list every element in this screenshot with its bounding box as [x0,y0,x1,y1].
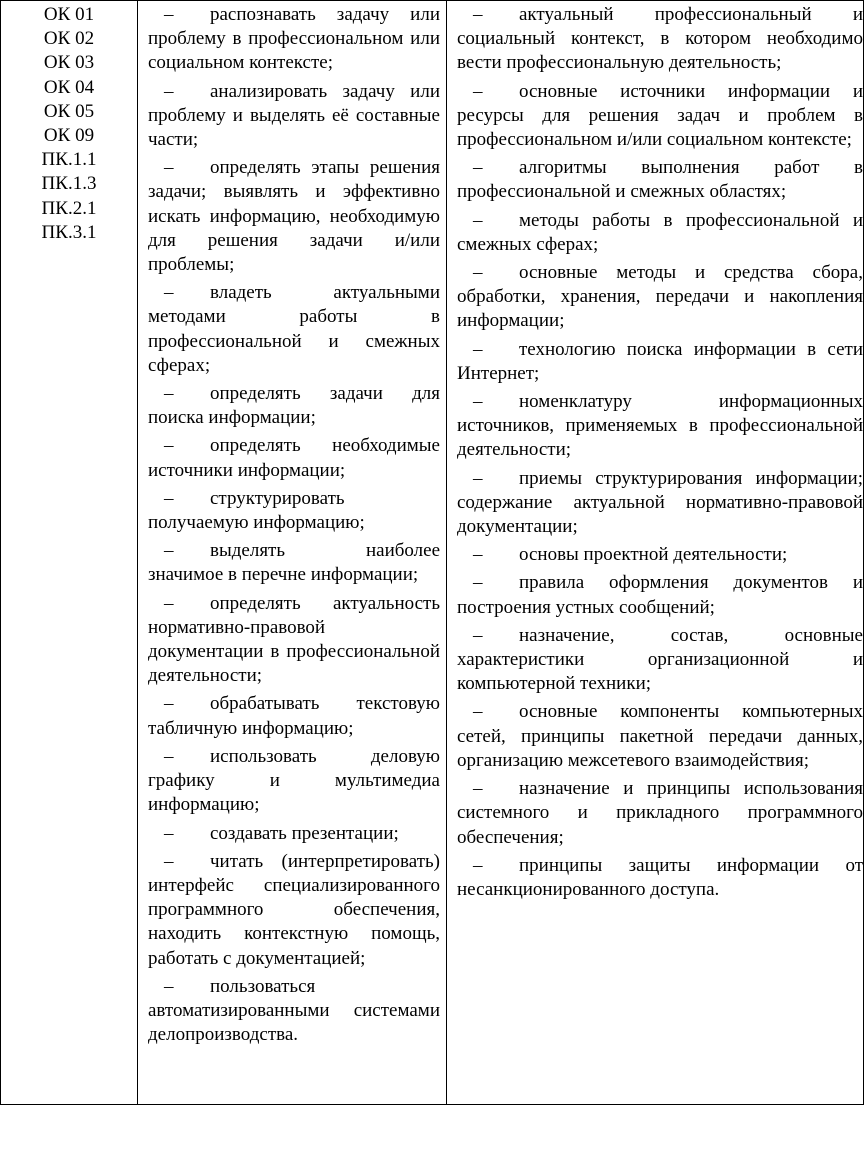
skill-item [148,3,440,76]
list-item-text: правила оформления документов и построения устных сообщений; [457,572,863,618]
list-item-text: определять задачи для поиска информации; [148,383,440,429]
knowledge-item [457,390,863,463]
dash-marker: – [164,157,174,179]
dash-marker: – [164,435,174,457]
list-item-text: алгоритмы выполнения работ в профессиональной и смежных областях; [457,157,863,203]
dash-marker: – [164,4,174,25]
competency-code: ОК 03 [43,52,95,74]
list-item-text: распознавать задачу или проблему в профессиональном или социальном контексте; [148,4,440,74]
dash-marker: – [164,487,174,509]
dash-marker: – [473,624,483,646]
knowledge-item [457,3,863,76]
competency-code: ОК 05 [43,100,95,122]
dash-marker: – [473,391,483,413]
list-item-text: номенклатуру информационных источников, применяемых в профессиональной деятельности; [457,391,863,461]
list-item-text: анализировать задачу или проблему и выделять её составные части; [148,80,440,151]
knowledge-item [457,624,863,697]
skill-item [148,692,440,740]
knowledge-item [457,338,863,386]
knowledge-item [457,543,863,567]
skill-item [148,156,440,277]
knowledge-list [447,1,863,902]
dash-marker: – [164,850,174,872]
dash-marker: – [473,467,483,489]
skills-list [138,1,446,1047]
list-item-text: основы проектной деятельности; [519,544,788,566]
dash-marker: – [164,822,174,844]
list-item-text: выделять наиболее значимое в перечне информации; [148,540,440,586]
knowledge-item [457,261,863,334]
competency-code: ПК.3.1 [41,221,97,243]
dash-marker: – [164,540,174,562]
list-item-text: методы работы в профессиональной и смежных сферах; [457,209,863,255]
dash-marker: – [164,693,174,715]
list-item-text: пользоваться автоматизированными системами делопроизводства. [148,975,440,1046]
list-item-text: принципы защиты информации от несанкционированного доступа. [457,854,863,900]
list-item-text: основные методы и средства сбора, обработки, хранения, передачи и накопления информации; [457,262,863,332]
dash-marker: – [473,778,483,800]
dash-marker: – [164,80,174,102]
list-item-text: приемы структурирования информации; содержание актуальной нормативно-правовой документации; [457,467,863,538]
knowledge-item [457,209,863,257]
competency-code: ОК 01 [43,4,95,25]
skill-item [148,745,440,818]
list-item-text: технологию поиска информации в сети Интернет; [457,338,863,384]
skill-item [148,822,440,846]
competency-code: ПК.2.1 [41,197,97,219]
skill-item [148,382,440,430]
skill-item [148,539,440,587]
dash-marker: – [473,338,483,360]
skills-cell [138,1,447,1105]
list-item-text: основные компоненты компьютерных сетей, принципы пакетной передачи данных, организацию межсетевого взаимодействия; [457,701,863,771]
competency-code: ОК 02 [43,28,95,50]
dash-marker: – [473,262,483,284]
dash-marker: – [164,282,174,304]
dash-marker: – [473,572,483,594]
knowledge-item [457,80,863,153]
knowledge-item [457,571,863,619]
dash-marker: – [473,157,483,179]
list-item-text: использовать деловую графику и мультимедиа информацию; [148,745,440,816]
dash-marker: – [473,4,483,25]
list-item-text: создавать презентации; [210,822,399,844]
table-row [1,1,864,1105]
list-item-text: определять актуальность нормативно-правовой документации в профессиональной деятельности; [148,592,440,687]
dash-marker: – [164,975,174,997]
list-item-text: актуальный профессиональный и социальный контекст, в котором необходимо вести профессиональную деятельность; [457,4,863,74]
dash-marker: – [164,745,174,767]
skill-item [148,487,440,535]
dash-marker: – [473,209,483,231]
knowledge-item [457,156,863,204]
list-item-text: назначение, состав, основные характеристики организационной и компьютерной техники; [457,624,863,695]
dash-marker: – [473,544,483,566]
dash-marker: – [473,854,483,876]
list-item-text: структурировать получаемую информацию; [148,487,365,534]
dash-marker: – [164,383,174,405]
knowledge-cell [447,1,864,1105]
list-item-text: назначение и принципы использования системного и прикладного программного обеспечения; [457,778,863,848]
skill-item [148,434,440,482]
dash-marker: – [164,592,174,614]
skill-item [148,850,440,971]
competency-code: ОК 04 [43,76,95,98]
dash-marker: – [473,80,483,102]
competency-code: ПК.1.3 [41,173,97,195]
list-item-text: читать (интерпретировать) интерфейс специализированного программного обеспечения, находить контекстную помощь, работать с документацией; [148,850,440,969]
skill-item [148,281,440,378]
knowledge-item [457,700,863,773]
list-item-text: владеть актуальными методами работы в профессиональной и смежных сферах; [148,282,440,376]
competency-code: ОК 09 [43,125,95,147]
skill-item [148,975,440,1048]
codes-list [1,1,137,1104]
knowledge-item [457,854,863,902]
codes-cell [1,1,138,1105]
knowledge-item [457,777,863,850]
dash-marker: – [473,701,483,723]
skill-item [148,80,440,153]
list-item-text: основные источники информации и ресурсы для решения задач и проблем в профессиональном и/или социальном контексте; [457,80,863,151]
list-item-text: определять необходимые источники информации; [148,435,440,481]
list-item-text: обрабатывать текстовую табличную информацию; [148,693,440,739]
knowledge-item [457,467,863,540]
competency-code: ПК.1.1 [41,149,97,171]
list-item-text: определять этапы решения задачи; выявлять и эффективно искать информацию, необходимую для решения задачи и/или проблемы; [148,157,440,276]
skill-item [148,592,440,689]
